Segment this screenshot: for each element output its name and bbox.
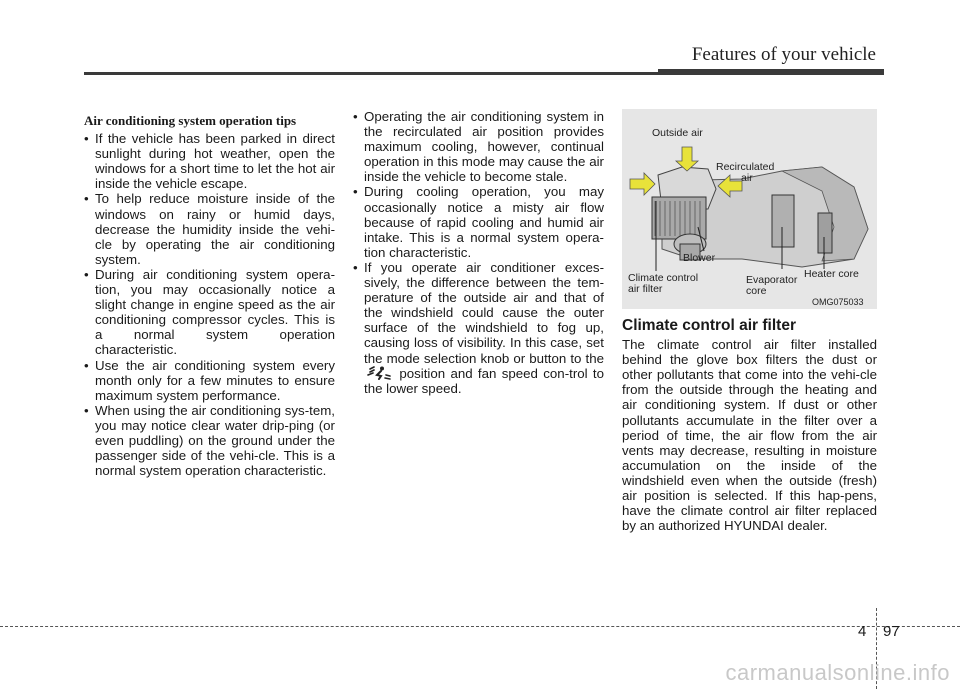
label-filter-line2: air filter	[628, 283, 663, 295]
page-header-title: Features of your vehicle	[691, 44, 876, 65]
tip-item: • To help reduce moisture inside of the windows on rainy or humid days, decrease the humidity inside the vehi-cle by operating the air conditioning system.	[84, 191, 335, 266]
section-number: 4	[858, 623, 867, 640]
footer-divider	[0, 626, 960, 627]
column-3	[622, 109, 877, 533]
section-title: Climate control air filter	[622, 317, 796, 334]
figure-code: OMG075033	[812, 297, 864, 307]
section-body: The climate control air filter installed behind the glove box filters the dust or other pollutants that come into the vehi-cle from the outside through the heating and air conditioning system. If dust or other pollutants accumulate in the filter over a period of time, the air flow from the air vents may decrease, resulting in moisture accumulation on the inside of the windshield even when the outside (fresh) air position is selected. If this hap-pens, have the climate control air filter replaced by an authorized HYUNDAI dealer.	[622, 337, 877, 534]
tip-text-part2: position and fan speed con-trol to the lower speed.	[364, 365, 604, 396]
column-2	[353, 109, 604, 396]
tip-item: • When using the air conditioning sys-tem, you may notice clear water drip-ping (or even puddling) on the ground under the passenger side of the vehi-cle. This is a normal system operation characteristic.	[84, 403, 335, 478]
label-evaporator-line2: core	[746, 285, 767, 297]
tips-list	[84, 131, 335, 478]
label-filter-line1: Climate control	[628, 272, 699, 284]
page-number: 97	[883, 623, 900, 640]
label-blower: Blower	[683, 252, 716, 264]
label-heater-core: Heater core	[804, 268, 859, 280]
tips-heading: Air conditioning system operation tips	[84, 113, 297, 128]
tip-item-with-icon	[353, 260, 604, 396]
tip-item: • During air conditioning system opera-tion, you may occasionally notice a slight change in engine speed as the air conditioning compressor cycles. This is a normal system operation characteristic.	[84, 267, 335, 358]
tip-item: • During cooling operation, you may occasionally notice a misty air flow because of rapid cooling and humid air intake. This is a normal system opera-tion characteristic.	[353, 184, 604, 259]
header-rule-accent	[658, 69, 884, 74]
tip-item: • If the vehicle has been parked in direct sunlight during hot weather, open the windows for a short time to let the hot air inside the vehicle escape.	[84, 131, 335, 191]
tips-list-continued	[353, 109, 604, 396]
hvac-diagram	[622, 109, 877, 309]
label-recirculated-line2: air	[741, 172, 753, 184]
tip-text-part1: If you operate air conditioner exces-sively, the difference between the tem-perature of the outside air and that of the windshield could cause the outer surface of the windshield to fog up, causing loss of visibility. In this case, set the mode selection knob or button to the	[364, 259, 604, 366]
tip-item: • Use the air conditioning system every month only for a few minutes to ensure maximum system performance.	[84, 358, 335, 403]
label-evaporator-line1: Evaporator	[746, 274, 798, 286]
tip-item: • Operating the air conditioning system in the recirculated air position provides maximum cooling, however, continual operation in this mode may cause the air inside the vehicle to become stale.	[353, 109, 604, 184]
watermark: carmanualsonline.info	[725, 660, 950, 685]
label-recirculated-line1: Recirculated	[716, 161, 775, 173]
label-outside-air: Outside air	[652, 127, 703, 139]
column-1	[84, 109, 335, 478]
floor-defrost-mode-icon	[366, 366, 392, 380]
